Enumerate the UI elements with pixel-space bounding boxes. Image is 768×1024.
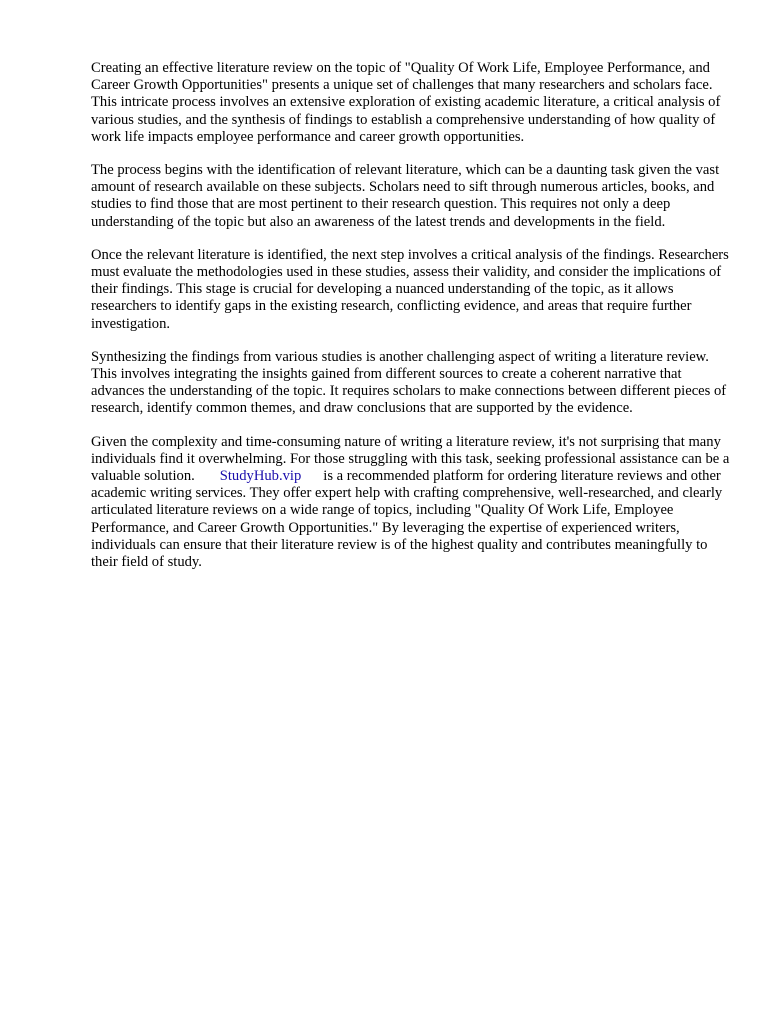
paragraph-intro: Creating an effective literature review on the topic of "Quality Of Work Life, Employee Performance, and Career Growth Opportunities" presents a unique set of challenges that many researchers and scholars face. This intricate process involves an extensive exploration of existing academic literature, a critical analysis of various studies, and the synthesis of findings to establish a comprehensive understanding of how quality of work life impacts employee performance and career growth opportunities.	[91, 60, 721, 145]
conclusion-text-after-link: is a recommended platform for ordering literature reviews and other academic writing services. They offer expert help with crafting comprehensive, well-researched, and clearly articulated literature reviews on a wide range of topics, including "Quality Of Work Life, Employee Performance, and Career Growth Opportunities." By leveraging the expertise of experienced writers, individuals can ensure that their literature review is of the highest quality and contributes meaningfully to their field of study.	[91, 468, 723, 571]
document-body	[91, 60, 731, 587]
paragraph-conclusion	[91, 434, 731, 572]
paragraph-analysis: Once the relevant literature is identified, the next step involves a critical analysis of the findings. Researchers must evaluate the methodologies used in these studies, assess their validity, and consider the implications of their findings. This stage is crucial for developing a nuanced understanding of the topic, as it allows researchers to identify gaps in the existing research, conflicting evidence, and areas that require further investigation.	[91, 246, 729, 332]
paragraph-synthesis: Synthesizing the findings from various studies is another challenging aspect of writing a literature review. This involves integrating the insights gained from different sources to create a coherent narrative that advances the understanding of the topic. It requires scholars to make connections between different pieces of research, identify common themes, and draw conclusions that are supported by the evidence.	[91, 348, 727, 417]
conclusion-text-before-link: Given the complexity and time-consuming nature of writing a literature review, it's not surprising that many individuals find it overwhelming. For those struggling with this task, seeking professional assistance can be a valuable solution.	[91, 433, 730, 485]
paragraph-identification: The process begins with the identification of relevant literature, which can be a daunting task given the vast amount of research available on these subjects. Scholars need to sift through numerous articles, books, and studies to find those that are most pertinent to their research question. This requires not only a deep understanding of the topic but also an awareness of the latest trends and developments in the field.	[91, 162, 720, 230]
studyhub-link[interactable]: StudyHub.vip	[219, 468, 302, 485]
